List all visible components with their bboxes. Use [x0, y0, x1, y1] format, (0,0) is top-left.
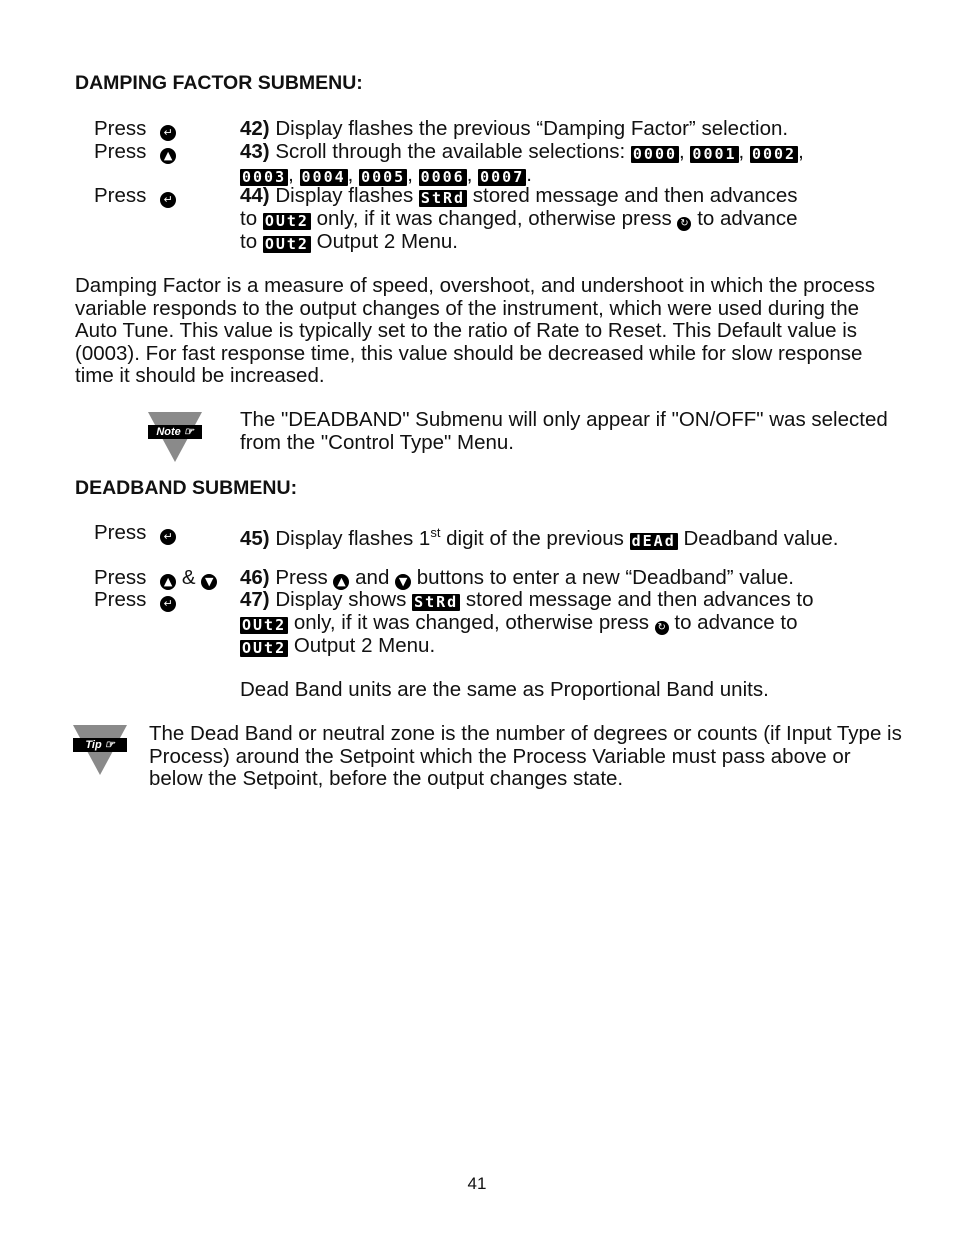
up-arrow-icon: ▲: [333, 574, 349, 590]
step-text: only, if it was changed, otherwise press: [316, 206, 672, 230]
tip-text: The Dead Band or neutral zone is the number of degrees or counts (if Input Type is Process) around the Setpoint which the Process Variable must pass above or below the Setpoint, before the output changes state.: [149, 722, 902, 790]
lcd-0006: 0006: [420, 167, 465, 186]
step-44: [240, 185, 890, 253]
press-47: [94, 589, 176, 612]
lcd-out2: OUt2: [264, 211, 309, 230]
lcd-stored: StRd: [414, 593, 459, 611]
step-text: buttons to enter a new “Deadband” value.: [416, 566, 794, 589]
press-46: [94, 567, 217, 590]
ampersand: &: [181, 566, 196, 589]
step-text: Output 2 Menu.: [316, 229, 458, 253]
lcd-0007: 0007: [480, 167, 525, 186]
down-arrow-icon: ▼: [395, 574, 411, 590]
lcd-0005: 0005: [361, 167, 406, 186]
press-label: Press: [94, 140, 147, 163]
step-text: only, if it was changed, otherwise press: [293, 610, 649, 634]
step-text: Output 2 Menu.: [293, 633, 436, 657]
enter-icon: ↵: [160, 192, 176, 208]
press-42: [94, 118, 176, 141]
step-text: Display flashes the previous “Damping Factor” selection.: [275, 117, 789, 140]
deadband-heading: DEADBAND SUBMENU:: [75, 477, 298, 499]
step-number: 43): [240, 140, 270, 163]
enter-icon: ↵: [160, 596, 176, 612]
step-text: stored message and then advances: [472, 184, 798, 207]
step-number: 42): [240, 117, 270, 140]
press-label: Press: [94, 588, 147, 611]
press-43: [94, 141, 176, 164]
step-text: to: [240, 206, 258, 230]
up-arrow-icon: ▲: [160, 574, 176, 590]
step-text: digit of the previous: [446, 526, 624, 550]
lcd-0000: 0000: [632, 145, 678, 163]
step-text: Deadband value.: [683, 526, 839, 550]
lcd-stored: StRd: [420, 189, 466, 207]
press-label: Press: [94, 521, 147, 544]
press-label: Press: [94, 184, 147, 207]
damping-description: Damping Factor is a measure of speed, overshoot, and undershoot in which the process variable responds to the output changes of the instrument, which were used during the Auto Tune. This value is typically set to the ratio of Rate to Reset. This Default value is (0003). For fast response time, this value should be decreased while for slow response time it should be increased.: [75, 274, 875, 387]
step-text: Press: [275, 566, 328, 589]
down-arrow-icon: ▼: [201, 574, 217, 590]
page-number: 41: [467, 1174, 487, 1193]
step-text: to: [240, 229, 258, 253]
step-number: 46): [240, 566, 270, 589]
deadband-units-note: Dead Band units are the same as Proportional Band units.: [240, 678, 769, 701]
step-text: Scroll through the available selections:: [275, 140, 626, 163]
press-45: [94, 522, 176, 545]
lcd-0003: 0003: [242, 167, 287, 186]
step-text: stored message and then advances to: [465, 588, 814, 611]
step-text: Display shows: [275, 588, 407, 611]
step-number: 47): [240, 588, 270, 611]
lcd-0004: 0004: [301, 167, 346, 186]
tip-label: Tip ☞: [73, 738, 127, 752]
press-label: Press: [94, 117, 147, 140]
press-label: Press: [94, 566, 147, 589]
damping-heading: DAMPING FACTOR SUBMENU:: [75, 72, 363, 94]
enter-icon: ↵: [160, 529, 176, 545]
enter-icon: ↵: [160, 125, 176, 141]
lcd-0002: 0002: [751, 145, 797, 163]
step-number: 45): [240, 526, 270, 550]
note-text: The "DEADBAND" Submenu will only appear if "ON/OFF" was selected from the "Control Type" Menu.: [240, 408, 888, 454]
note-label: Note ☞: [148, 425, 202, 439]
step-text: Display flashes: [275, 184, 414, 207]
step-42: [240, 118, 890, 141]
step-text: to advance to: [674, 610, 798, 634]
step-47: [240, 589, 890, 657]
step-number: 44): [240, 184, 270, 207]
press-44: [94, 185, 176, 208]
step-text: and: [355, 566, 390, 589]
step-46: [240, 567, 890, 590]
step-45: [240, 522, 890, 550]
lcd-out2: OUt2: [264, 234, 309, 253]
step-text: to advance: [697, 206, 798, 230]
superscript: st: [430, 525, 441, 540]
lcd-0001: 0001: [692, 145, 737, 163]
up-arrow-icon: ▲: [160, 148, 176, 164]
cycle-icon: ↻: [677, 217, 691, 231]
lcd-dead: dEAd: [631, 531, 676, 550]
step-43: 43) Scroll through the available selections: 0000, 0001, 0002, 0003, 0004, 0005, 0006, 0007.: [240, 140, 804, 186]
lcd-out2: OUt2: [242, 615, 287, 634]
cycle-icon: ↻: [655, 621, 669, 635]
lcd-out2: OUt2: [242, 638, 287, 657]
step-text: Display flashes 1: [275, 526, 431, 550]
